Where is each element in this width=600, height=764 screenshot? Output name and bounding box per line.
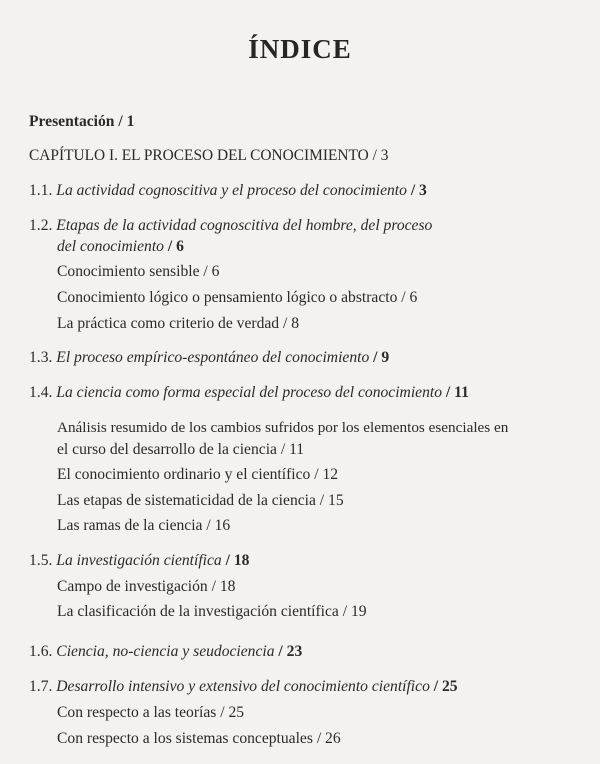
section-number: 1.5. — [29, 552, 53, 569]
page-number: / 9 — [369, 349, 390, 366]
toc-entry-1-4-c: Las etapas de sistematicidad de la ciencia / 15 — [57, 492, 344, 509]
toc-entry-1-7-a: Con respecto a las teorías / 25 — [57, 704, 245, 721]
section-title: Etapas de la actividad cognoscitiva del hombre, del proceso — [56, 217, 433, 234]
toc-entry-1-2-a: Conocimiento sensible / 6 — [57, 263, 220, 280]
page-number: / 23 — [274, 643, 303, 660]
toc-entry-capitulo: CAPÍTULO I. EL PROCESO DEL CONOCIMIENTO / 3 — [29, 147, 389, 164]
section-title: Ciencia, no-ciencia y seudociencia — [56, 643, 275, 660]
toc-entry-1-2-c: La práctica como criterio de verdad / 8 — [57, 315, 300, 332]
section-title: Desarrollo intensivo y extensivo del conocimiento científico — [56, 678, 430, 695]
section-number: 1.4. — [29, 384, 53, 401]
toc-entry-1-7 — [29, 677, 458, 697]
section-number: 1.2. — [29, 217, 53, 234]
toc-entry-1-2-b: Conocimiento lógico o pensamiento lógico o abstracto / 6 — [57, 289, 418, 306]
toc-entry-1-4-b: El conocimiento ordinario y el científico / 12 — [57, 466, 339, 483]
section-number: 1.1. — [29, 182, 53, 199]
toc-entry-1-4-a: Análisis resumido de los cambios sufridos por los elementos esenciales en — [57, 419, 509, 436]
toc-entry-1-5-a: Campo de investigación / 18 — [57, 578, 236, 595]
page-title: ÍNDICE — [248, 34, 352, 64]
section-number: 1.7. — [29, 678, 53, 695]
page-number: / 25 — [429, 678, 458, 695]
section-title: El proceso empírico-espontáneo del conocimiento — [56, 349, 370, 366]
toc-entry-presentacion: Presentación / 1 — [29, 113, 135, 130]
toc-entry-1-5-b: La clasificación de la investigación científica / 19 — [57, 603, 367, 620]
page-number: / 11 — [442, 384, 469, 401]
toc-entry-1-5 — [29, 551, 249, 571]
toc-entry-1-3 — [29, 348, 389, 368]
section-title: del conocimiento — [57, 238, 164, 255]
section-title: La investigación científica — [56, 552, 222, 569]
toc-entry-1-4 — [29, 383, 469, 403]
toc-entry-1-1 — [29, 181, 427, 201]
toc-entry-1-4-d: Las ramas de la ciencia / 16 — [57, 517, 231, 534]
toc-entry-1-4-a-cont: el curso del desarrollo de la ciencia / 11 — [57, 441, 305, 458]
toc-entry-1-2 — [29, 216, 432, 236]
page-number: / 6 — [163, 238, 184, 255]
page-number: / 3 — [406, 182, 427, 199]
section-title: La actividad cognoscitiva y el proceso del conocimiento — [56, 182, 407, 199]
page-number: / 18 — [221, 552, 250, 569]
section-number: 1.6. — [29, 643, 53, 660]
toc-entry-1-7-b: Con respecto a los sistemas conceptuales / 26 — [57, 730, 341, 747]
section-title: La ciencia como forma especial del proceso del conocimiento — [56, 384, 442, 401]
section-number: 1.3. — [29, 349, 53, 366]
toc-entry-1-6 — [29, 642, 302, 662]
toc-entry-1-2-cont — [57, 237, 184, 257]
